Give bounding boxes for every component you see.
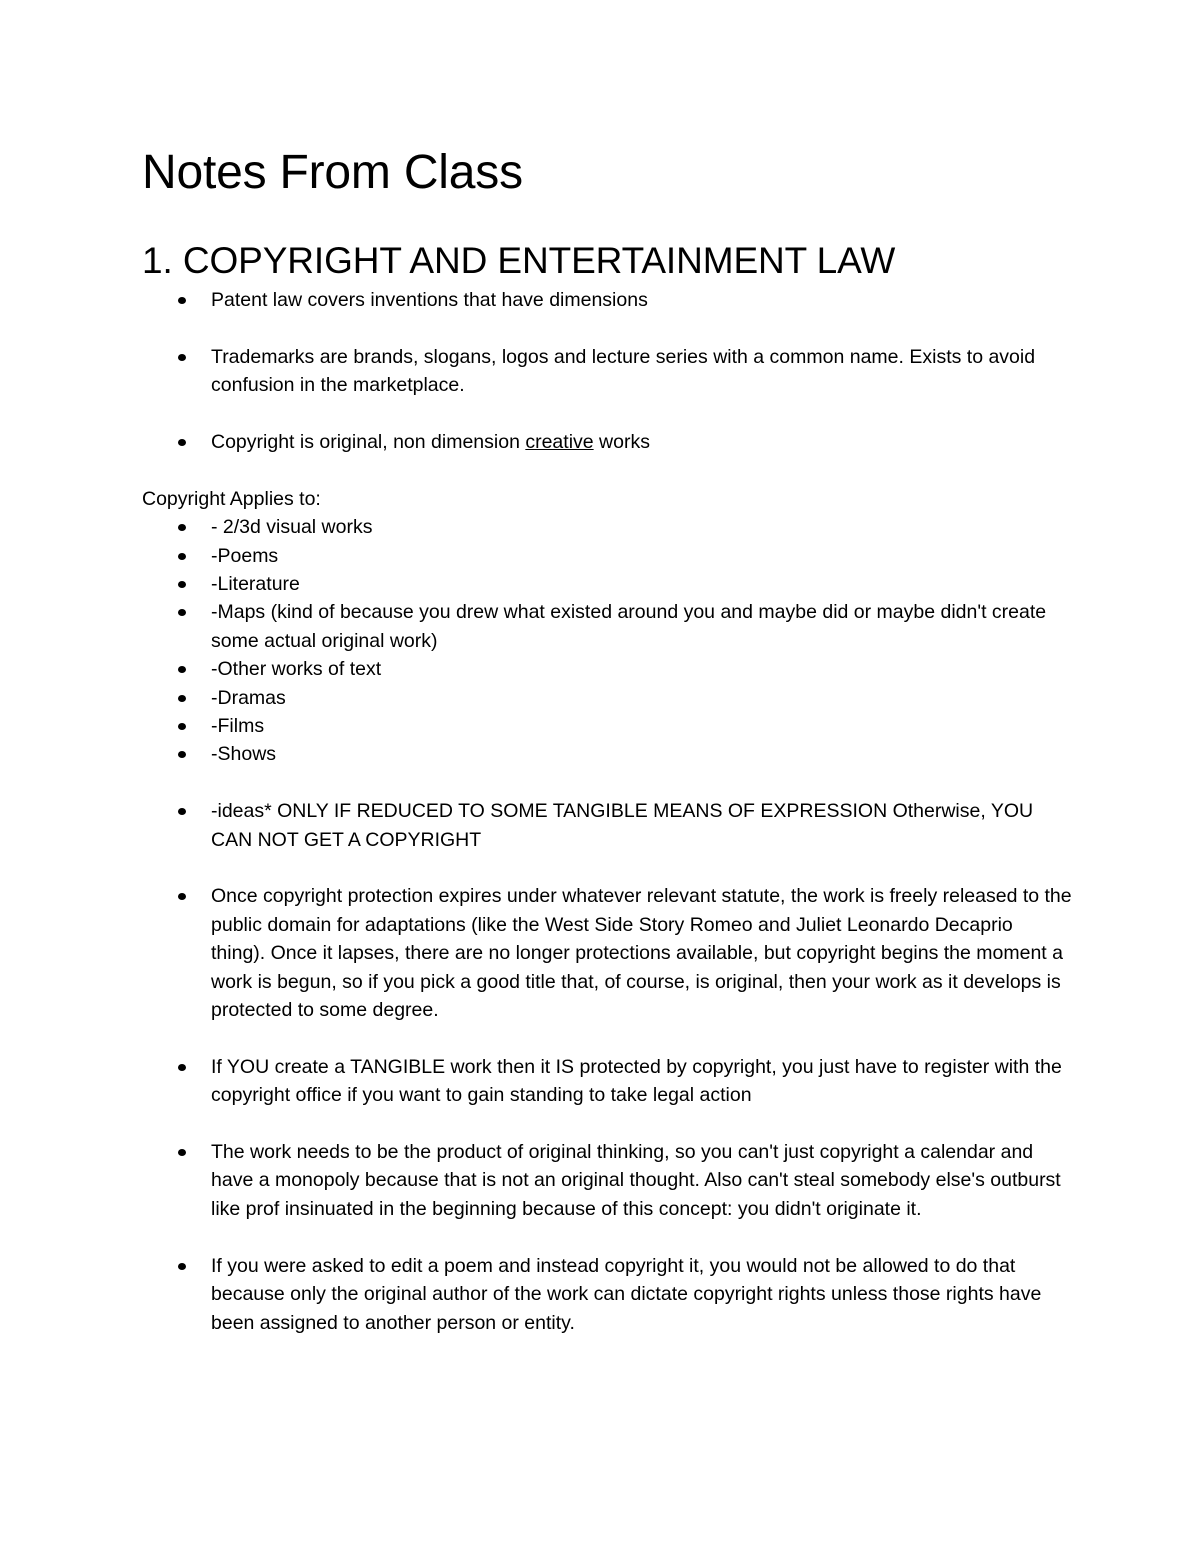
list-item-text [211, 431, 650, 453]
underlined-word: creative [525, 431, 594, 453]
list-item [142, 1053, 1072, 1110]
list-item [142, 542, 1072, 570]
copyright-text-start: Copyright is original, non dimension [211, 431, 526, 453]
intro-list [142, 286, 1072, 456]
detail-list [142, 797, 1072, 1337]
bullet-icon [178, 893, 186, 900]
list-item-text: If you were asked to edit a poem and instead copyright it, you would not be allowed to do that because only the original author of the work can dictate copyright rights unless those rights have been assigned to another person or entity. [211, 1254, 1042, 1334]
list-item [142, 1252, 1072, 1337]
list-item-text: If YOU create a TANGIBLE work then it IS protected by copyright, you just have to register with the copyright office if you want to gain standing to take legal action [211, 1055, 1062, 1107]
list-item-text: Once copyright protection expires under whatever relevant statute, the work is freely released to the public domain for adaptations (like the West Side Story Romeo and Juliet Leonardo Decaprio thing). Once it lapses, there are no longer protections available, but copyright begins the moment a work is begun, so if you pick a good title that, of course, is original, then your work as it develops is protected to some degree. [211, 885, 1072, 1022]
list-item-text: -Films [211, 715, 265, 738]
list-item [142, 428, 1072, 456]
list-item-text: The work needs to be the product of original thinking, so you can't just copyright a calendar and have a monopoly because that is not an original thought. Also can't steal somebody else's outburst like prof insinuated in the beginning because of this concept: you didn't originate it. [211, 1141, 1061, 1220]
list-item [142, 882, 1072, 1024]
list-item [142, 513, 1072, 541]
list-item [142, 1138, 1072, 1223]
bullet-icon [178, 553, 186, 560]
bullet-icon [178, 439, 186, 446]
bullet-icon [178, 666, 186, 673]
list-item [142, 712, 1072, 740]
list-item [142, 684, 1072, 712]
bullet-icon [178, 723, 186, 730]
list-item-text: -Other works of text [211, 658, 382, 681]
bullet-icon [178, 354, 186, 361]
bullet-icon [178, 1263, 186, 1270]
list-item-text: -Shows [211, 743, 277, 766]
bullet-icon [178, 1064, 186, 1071]
bullet-icon [178, 695, 186, 702]
list-item [142, 655, 1072, 683]
list-item-text: -Dramas [211, 686, 286, 709]
section-heading: 1. COPYRIGHT AND ENTERTAINMENT LAW [142, 240, 896, 281]
list-item-text: Patent law covers inventions that have dimensions [211, 289, 648, 311]
bullet-icon [178, 609, 186, 616]
bullet-icon [178, 808, 186, 815]
bullet-icon [178, 751, 186, 758]
list-item [142, 286, 1072, 314]
list-item-text: -Poems [211, 544, 279, 567]
bullet-icon [178, 581, 186, 588]
bullet-icon [178, 524, 186, 531]
bullet-icon [178, 297, 186, 304]
list-item [142, 570, 1072, 598]
document-title: Notes From Class [142, 146, 523, 199]
list-item-text: -ideas* ONLY IF REDUCED TO SOME TANGIBLE MEANS OF EXPRESSION Otherwise, YOU CAN NOT GET A COPYRIGHT [211, 800, 1034, 851]
bullet-icon [178, 1149, 186, 1156]
list-item [142, 740, 1072, 768]
list-item-text: - 2/3d visual works [211, 516, 373, 539]
applies-list [142, 513, 1072, 769]
applies-label: Copyright Applies to: [142, 487, 321, 510]
document-page [142, 138, 1072, 1337]
list-item-text: Trademarks are brands, slogans, logos and lecture series with a common name. Exists to avoid confusion in the marketplace. [211, 345, 1036, 397]
list-item [142, 598, 1072, 655]
copyright-text-end: works [593, 431, 650, 453]
list-item-text: -Maps (kind of because you drew what existed around you and maybe did or maybe didn't create some actual original work) [211, 601, 1047, 652]
list-item [142, 797, 1072, 854]
list-item [142, 343, 1072, 400]
list-item-text: -Literature [211, 573, 300, 596]
